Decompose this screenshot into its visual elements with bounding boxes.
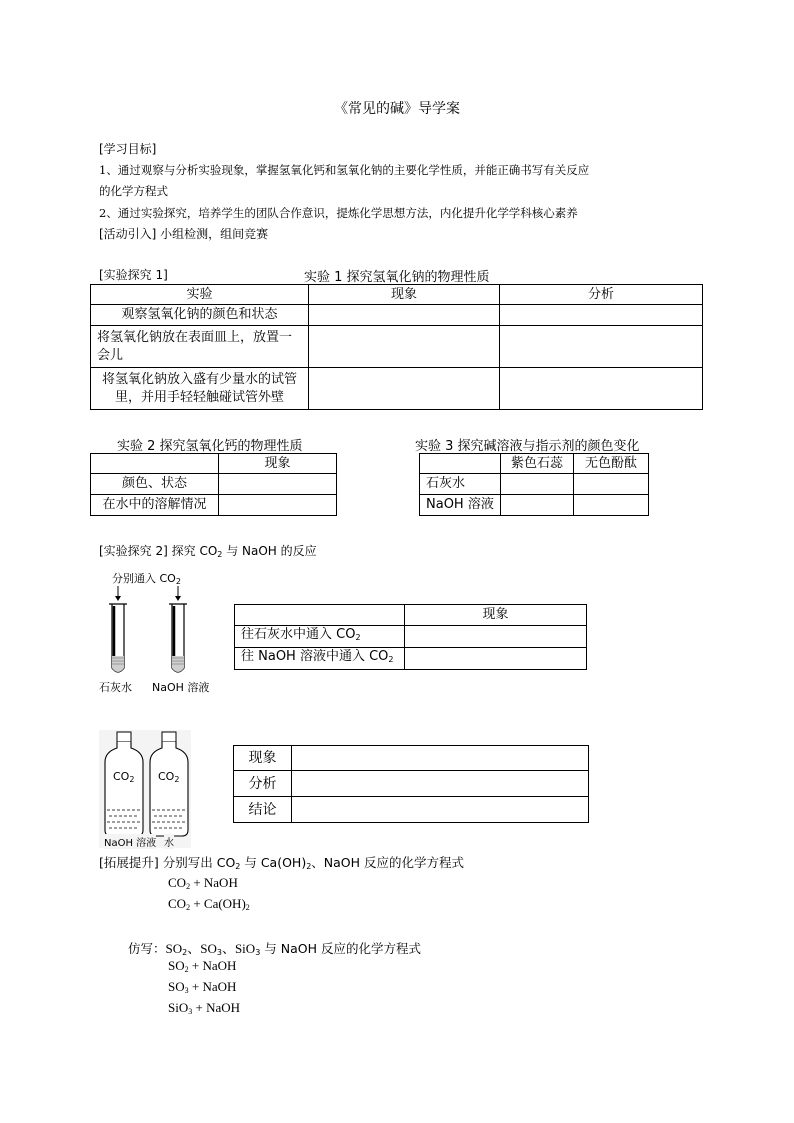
bottles-diagram: [99, 730, 191, 848]
exp3-table: [419, 453, 649, 516]
exp3-header-phenol: 无色酚酞: [574, 454, 649, 474]
goals-header: [学习目标]: [99, 142, 157, 156]
imitate-eq-3: SiO$_3$ + NaOH: [168, 1000, 241, 1016]
imitate-eq-2: $SO_3$ + NaOH: [168, 979, 237, 995]
imitate-heading: 仿写：$SO_2$、$SO_3$、SiO$_3$ 与 NaOH 反应的化学方程式: [128, 941, 421, 957]
exp1-title: 实验 1 探究氢氧化钠的物理性质: [304, 270, 490, 285]
tube-label-naoh: NaOH 溶液: [152, 681, 210, 694]
exp2-cell[interactable]: [219, 474, 337, 495]
exp1-tag: [实验探究 1]: [99, 268, 168, 282]
test-tubes-diagram: [100, 584, 220, 678]
bottle-label-naoh: NaOH 溶液: [104, 834, 156, 849]
tube-label-limewater: 石灰水: [99, 681, 132, 694]
exp4-table: [234, 604, 587, 670]
exp3-title: 实验 3 探究碱溶液与指示剂的颜色变化: [415, 439, 640, 454]
exp1-row-3: 将氢氧化钠放入盛有少量水的试管里，并用手轻轻触碰试管外壁: [91, 368, 309, 410]
exp1-table: [90, 284, 703, 410]
exp4-header: 现象: [405, 605, 587, 626]
exp1-cell[interactable]: [500, 368, 703, 410]
extend-eq-1: $CO_2$ + NaOH: [168, 875, 238, 891]
exp1-header-experiment: 实验: [91, 285, 309, 305]
exp3-cell[interactable]: [574, 474, 649, 495]
exp3-header-litmus: 紫色石蕊: [501, 454, 574, 474]
exp2-title: 实验 2 探究氢氧化钙的物理性质: [117, 439, 303, 454]
exp2-header: 现象: [219, 454, 337, 474]
exp4-row-2: 往 NaOH 溶液中通入 $CO_2$: [235, 648, 405, 670]
exp1-row-2: 将氢氧化钠放在表面皿上，放置一会儿: [91, 326, 309, 368]
bottles-row-conclusion: 结论: [234, 797, 292, 823]
exp3-corner: [420, 454, 501, 474]
bottles-row-phenomenon: 现象: [234, 746, 292, 771]
extend-eq-2: $CO_2 + Ca(OH)_2$: [168, 896, 250, 912]
exp2-corner: [91, 454, 219, 474]
test-tube-icon: [109, 604, 127, 672]
test-tube-icon: [169, 604, 187, 672]
exp1-cell[interactable]: [500, 326, 703, 368]
bottles-cell[interactable]: [292, 746, 589, 771]
exp1-row-1: 观察氢氧化钠的颜色和状态: [91, 305, 309, 326]
goal-1-cont: 的化学方程式: [99, 184, 168, 198]
exp3-row-1: 石灰水: [420, 474, 501, 495]
exp3-cell[interactable]: [501, 495, 574, 516]
bottles-cell[interactable]: [292, 797, 589, 823]
goal-2: 2、通过实验探究，培养学生的团队合作意识，提炼化学思想方法，内化提升化学学科核心素养: [99, 206, 578, 220]
bottle-label-water: 水: [164, 834, 174, 849]
exp4-cell[interactable]: [405, 648, 587, 670]
exp1-header-analysis: 分析: [500, 285, 703, 305]
extend-heading: [拓展提升] 分别写出 $CO_2$ 与 $Ca(OH)_2$、NaOH 反应的化学方程式: [99, 855, 465, 871]
exp2-table: [90, 453, 337, 516]
tube-caption: 分别通入 $CO_2$: [112, 572, 181, 586]
bottles-row-analysis: 分析: [234, 771, 292, 797]
exp2-row-1: 颜色、状态: [91, 474, 219, 495]
bottle-gas-label-1: $CO_2$: [113, 770, 135, 784]
bottle-gas-label-2: $CO_2$: [158, 770, 180, 784]
exp2-cell[interactable]: [219, 495, 337, 516]
exp2-row-2: 在水中的溶解情况: [91, 495, 219, 516]
goal-1: 1、通过观察与分析实验现象，掌握氢氧化钙和氢氧化钠的主要化学性质，并能正确书写有关反应: [99, 163, 590, 177]
exp4-cell[interactable]: [405, 626, 587, 648]
arrow-icon: [175, 596, 181, 601]
exp1-cell[interactable]: [500, 305, 703, 326]
exp1-cell[interactable]: [309, 305, 500, 326]
exp4-row-1: 往石灰水中通入 $CO_2$: [235, 626, 405, 648]
activity-intro: [活动引入] 小组检测，组间竞赛: [99, 227, 269, 241]
bottles-cell[interactable]: [292, 771, 589, 797]
page-title: 《常见的碱》导学案: [334, 101, 460, 117]
arrow-icon: [115, 596, 121, 601]
exp1-header-phenomenon: 现象: [309, 285, 500, 305]
exp3-cell[interactable]: [501, 474, 574, 495]
bottles-table: [233, 745, 589, 823]
exp4-heading: [实验探究 2] 探究 $CO_2$ 与 NaOH 的反应: [99, 544, 317, 559]
exp1-cell[interactable]: [309, 368, 500, 410]
exp1-cell[interactable]: [309, 326, 500, 368]
exp3-cell[interactable]: [574, 495, 649, 516]
imitate-eq-1: $SO_2$ + NaOH: [168, 958, 237, 974]
exp3-row-2: NaOH 溶液: [420, 495, 501, 516]
exp4-corner: [235, 605, 405, 626]
